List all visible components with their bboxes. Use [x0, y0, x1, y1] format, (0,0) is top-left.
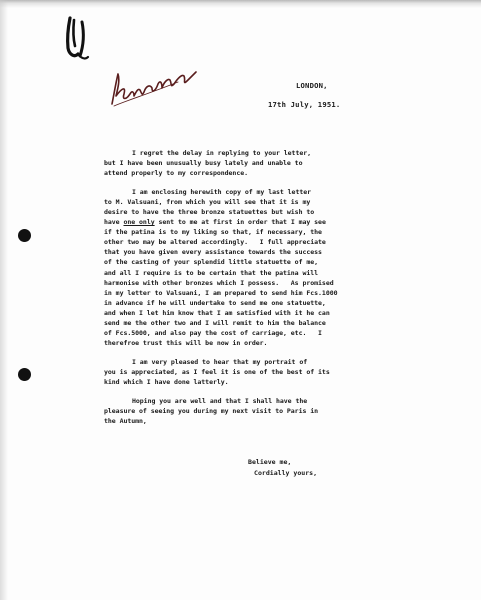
body-line: I am enclosing herewith copy of my last letter	[132, 187, 312, 196]
body-line: that you have given every assistance towards the success	[104, 248, 322, 257]
body-line: but I have been unusually busy lately and unable to	[104, 159, 303, 168]
body-line: send me the other two and I will remit to him the balance	[104, 319, 326, 327]
body-line: in my letter to Valsuani, I am prepared to send him Fcs.1000	[104, 288, 338, 297]
body-line: kind which I have done latterly.	[104, 377, 229, 386]
scan-shadow-top	[0, 0, 481, 8]
body-text-segment: have	[104, 218, 124, 227]
emphasized-text: one only	[123, 218, 155, 227]
body-line: of Fcs.5000, and also pay the cost of carriage, etc. I	[104, 329, 322, 338]
body-line: therefroe trust this will be now in order.	[104, 339, 268, 348]
punch-hole-bottom	[18, 368, 31, 381]
punch-hole-top	[18, 229, 31, 242]
body-line: the Autumn,	[104, 416, 147, 425]
body-line: and all I require is to be certain that the patina will	[104, 268, 319, 277]
body-line: you is appreciated, as I feel it is one of the best of its	[104, 367, 330, 376]
body-line: I am very pleased to hear that my portrait of	[132, 357, 308, 366]
body-line: pleasure of seeing you during my next visit to Paris in	[104, 406, 319, 415]
body-line: and when I let him know that I am satisfied with it he can	[104, 308, 330, 317]
body-line: other two may be altered accordingly. I full appreciate	[104, 238, 326, 247]
handwritten-mark-icon	[58, 14, 98, 64]
body-line: if the patina is to my liking so that, if necessary, the	[104, 228, 322, 237]
letter-city: LONDON,	[296, 81, 328, 90]
body-line: Hoping you are well and that I shall have the	[132, 396, 308, 405]
closing-salutation: Believe me,	[248, 458, 292, 466]
body-line: harmonise with other bronzes which I possess. As promised	[104, 278, 334, 287]
body-line: of the casting of your splendid little statuette of me,	[104, 258, 319, 267]
body-line: to M. Valsuani, from which you will see that it is my	[104, 197, 311, 206]
body-line	[104, 217, 424, 227]
handwritten-signature	[108, 66, 198, 112]
body-text-segment: sent to me at first in order that I may see	[154, 218, 326, 227]
letter-body	[104, 148, 424, 426]
closing-valediction: Cordially yours,	[254, 469, 318, 477]
body-line: attend properly to my correspondence.	[104, 169, 248, 178]
scan-shadow-left	[0, 0, 8, 600]
body-line: I regret the delay in replying to your letter,	[132, 149, 312, 157]
body-line: desire to have the three bronze statuettes but wish to	[104, 207, 315, 216]
letter-date: 17th July, 1951.	[268, 100, 341, 109]
body-line: in advance if he will undertake to send me one statuette,	[104, 298, 326, 307]
